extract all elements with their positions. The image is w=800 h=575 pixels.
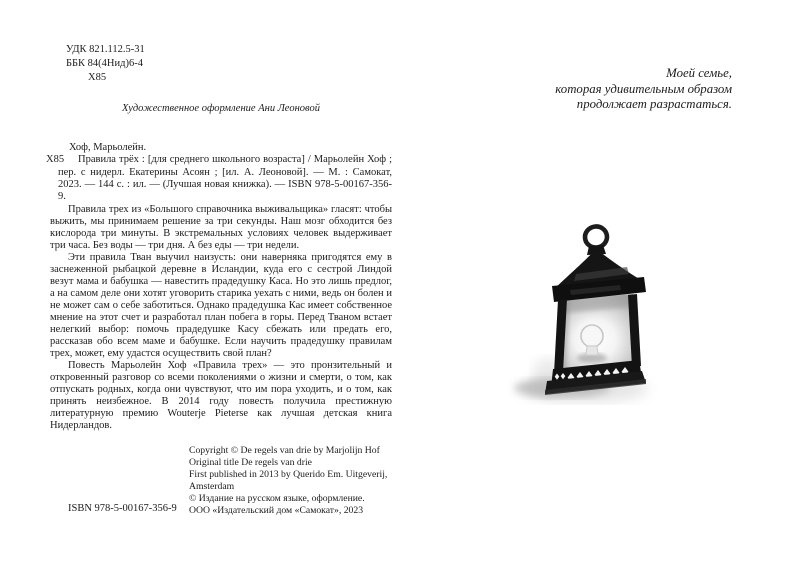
catalog-card <box>46 142 392 203</box>
catalog-author-line: Хоф, Марьолейн. <box>69 142 147 153</box>
copyright-line: © Издание на русском языке, оформление. <box>189 493 365 505</box>
dedication <box>555 66 732 113</box>
isbn-number: ISBN 978-5-00167-356-9 <box>68 503 177 514</box>
dedication-line: продолжает разрастаться. <box>576 97 732 111</box>
dedication-line: Моей семье, <box>666 66 732 80</box>
copyright-line: Copyright © De regels van drie by Marjolijn Hof <box>189 445 380 456</box>
catalog-card-text: Правила трёх : [для среднего школьного возраста] / Марьолейн Хоф ; пер. с нидерл. Екатерины Асоян ; [ил. А. Леоновой]. — М. : Самокат, 2023. — 144 с. : ил. — (Лучшая новая книжка). — ISBN 978-5-00167-356-9. <box>58 154 392 203</box>
classification-block <box>66 43 145 85</box>
annotation-paragraph: Правила трех из «Большого справочника выживальщика» гласят: чтобы выжить, мы принимаем решение за три секунды. Наш мозг обходится без кислорода три минуты. В экстремальных условиях человек выдерживает три часа. Без воды — три дня. А без еды — три недели. <box>50 204 392 251</box>
copyright-line: First published in 2013 by Querido Em. Uitgeverij, <box>189 469 388 481</box>
author-sign-code: Х85 <box>88 72 107 83</box>
catalog-card-label: Х85 <box>46 154 65 166</box>
dedication-line: которая удивительным образом <box>555 81 732 96</box>
annotation-block <box>50 204 392 432</box>
catalog-card-body <box>46 154 392 203</box>
bbk-code: ББК 84(4Нид)6-4 <box>66 58 143 69</box>
lantern-illustration <box>500 220 685 405</box>
copyright-line: Original title De regels van drie <box>189 457 312 469</box>
design-credit: Художественное оформление Ани Леоновой <box>122 103 320 114</box>
annotation-paragraph: Эти правила Тван выучил наизусть: они наверняка пригодятся ему в заснеженной рыбацкой деревне в Исландии, куда его с сестрой Линдой везут мама и бабушка — навестить прадедушку Каса. Но это лишь предлог, а на самом деле они хотят уговорить старика уехать с ними, ведь он болен и не может сам о себе заботиться. Однако прадедушка Кас имеет собственное мнение на этот счет и разработал план побега в горы. Перед Тваном встает нелегкий выбор: помочь прадедушке Касу сбежать или предать его, рассказав обо всем маме и бабушке. Если научить прадедушку правилам трех, может, ему удастся осуществить свой план? <box>50 252 392 359</box>
annotation-paragraph: Повесть Марьолейн Хоф «Правила трех» — это пронзительный и откровенный разговор со всеми поколениями о жизни и смерти, о том, как отпускать родных, когда они чувствуют, что им пора уходить, и о том, как принять неизбежное. В 2014 году повесть получила престижную литературную премию Wouterje Pieterse как лучшая детская книга Нидерландов. <box>50 360 392 431</box>
copyright-block <box>189 445 387 518</box>
copyright-line: Amsterdam <box>189 481 235 493</box>
udk-code: УДК 821.112.5-31 <box>66 44 145 55</box>
copyright-line: ООО «Издательский дом «Самокат», 2023 <box>189 505 364 517</box>
